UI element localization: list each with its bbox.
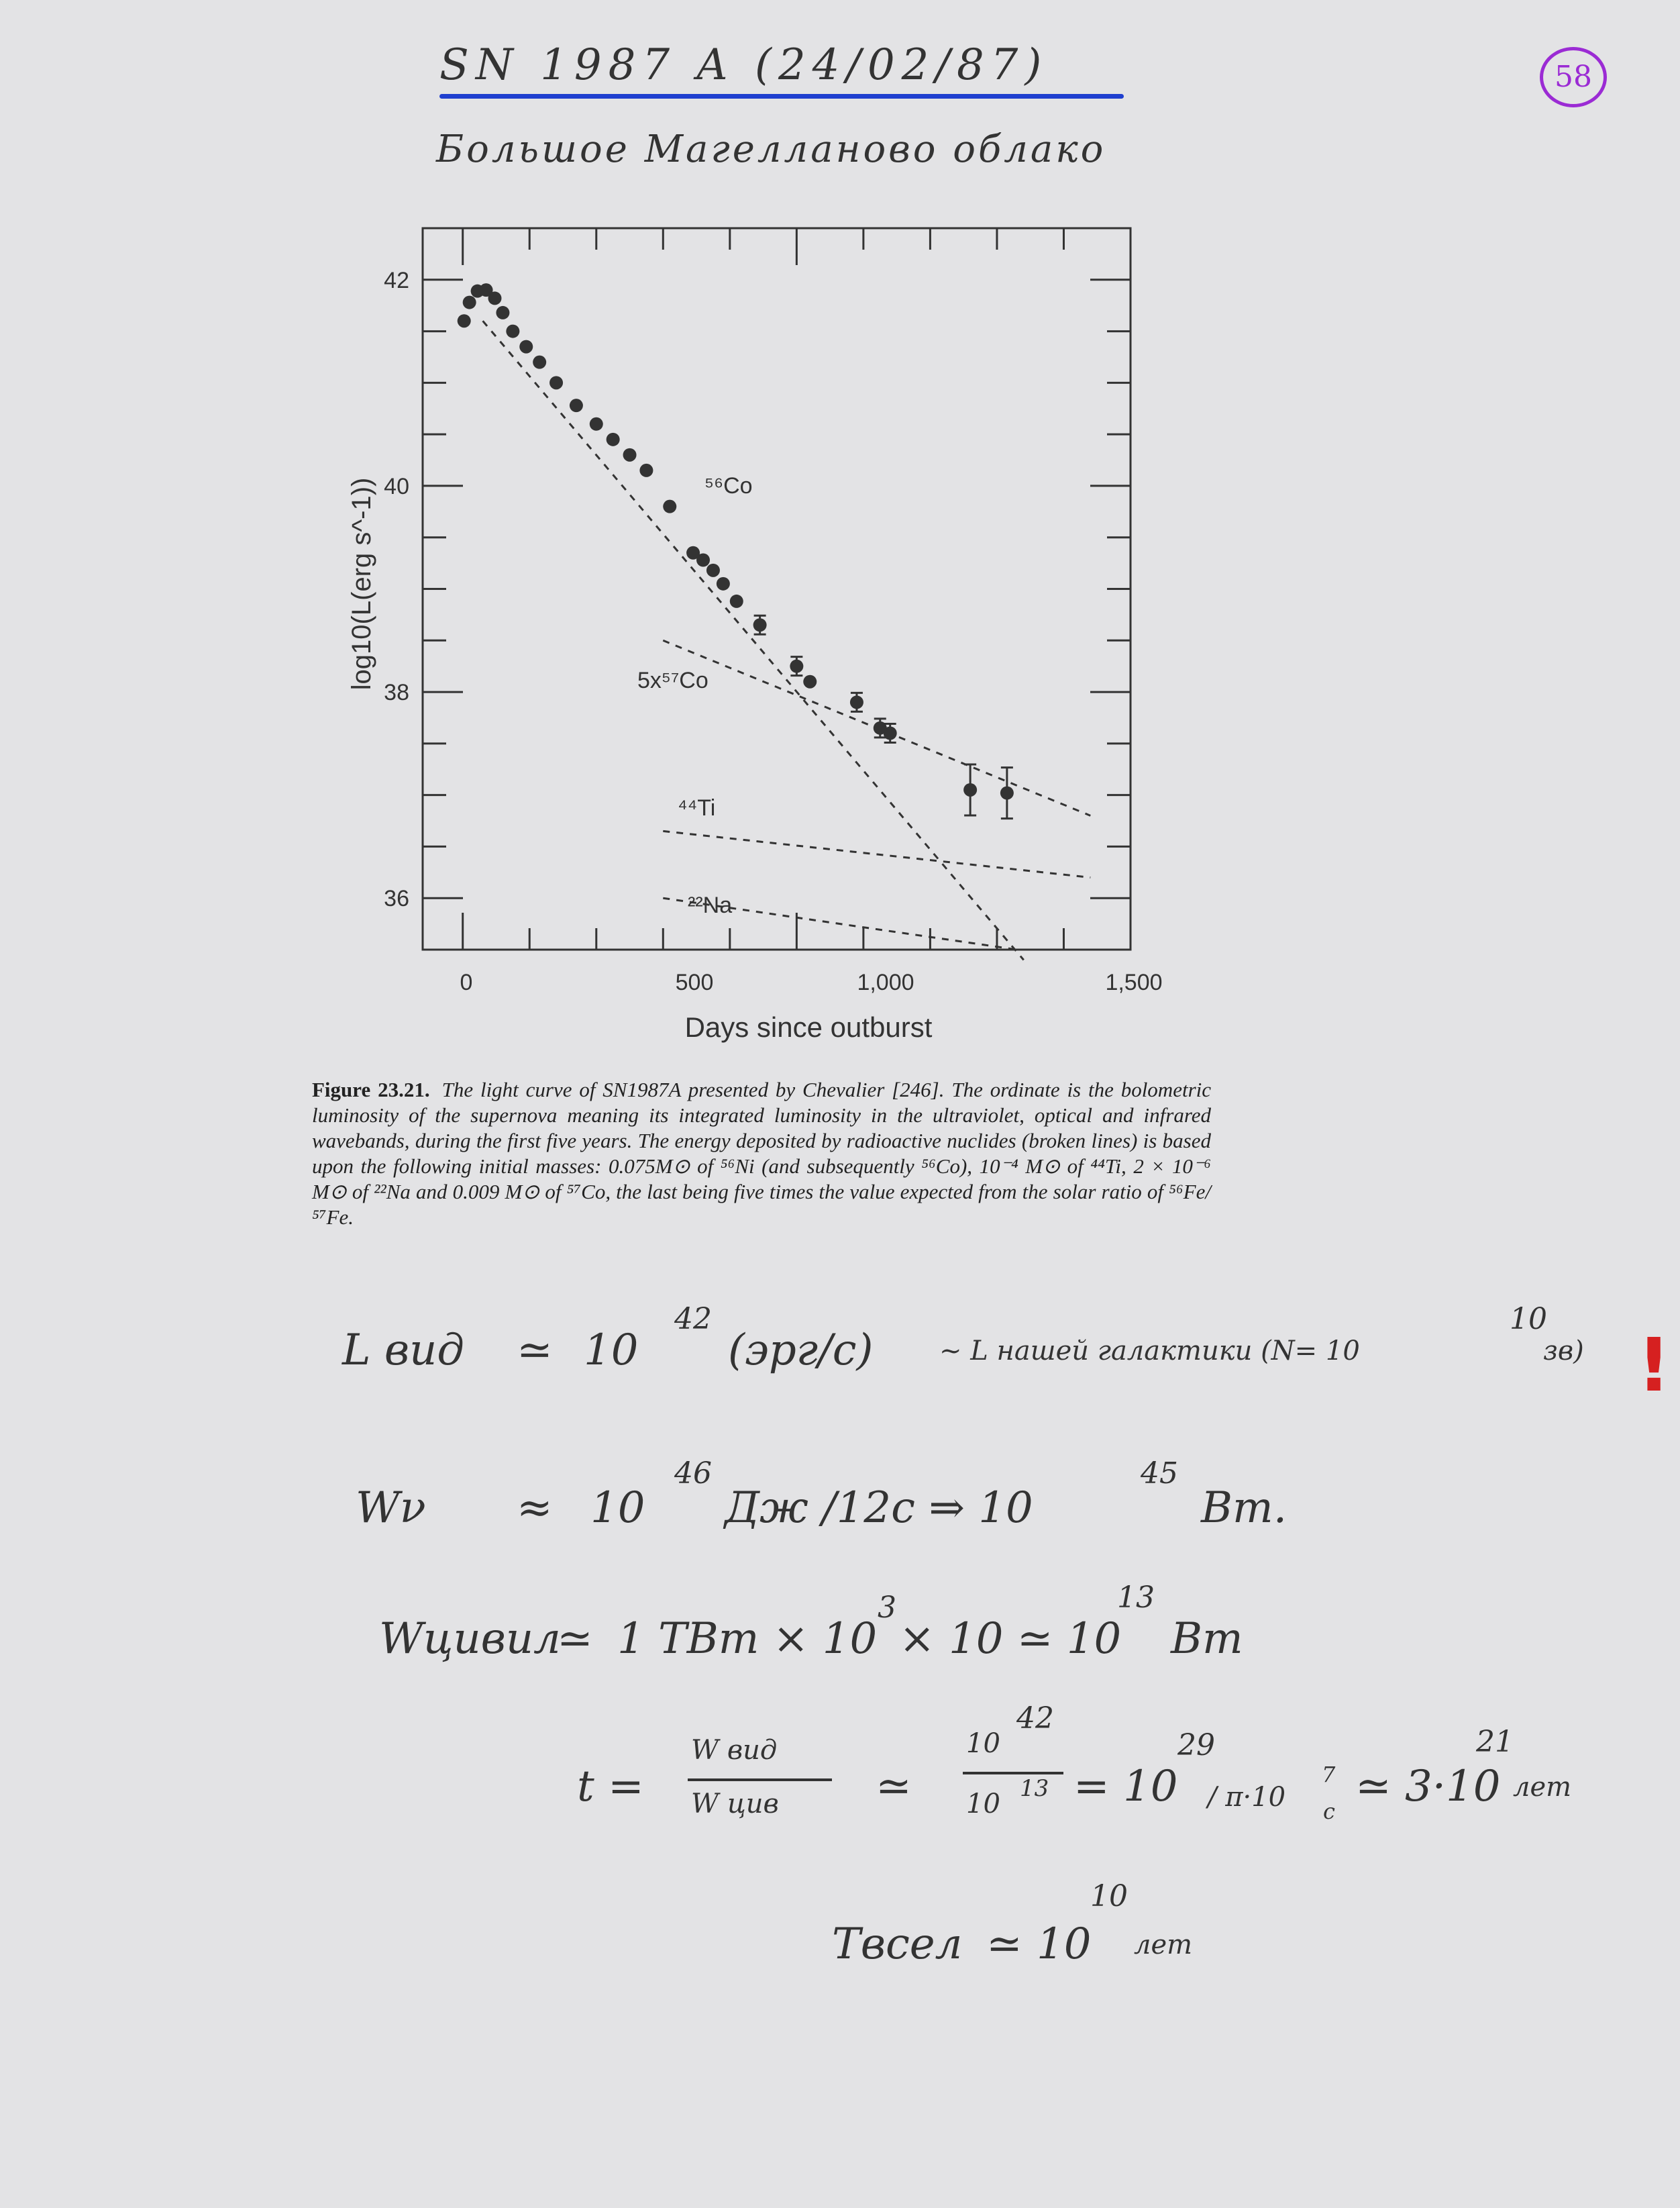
intermediate-result: = 10 bbox=[1073, 1762, 1178, 1811]
ratio-numerator: 10 bbox=[966, 1728, 1000, 1759]
w-nu-label: Wν bbox=[356, 1483, 426, 1533]
x-tick-label: 500 bbox=[675, 970, 714, 995]
approx-sign: ≃ bbox=[876, 1762, 912, 1811]
data-point bbox=[884, 727, 897, 740]
plot-frame bbox=[423, 228, 1131, 950]
y-tick-label: 36 bbox=[384, 886, 409, 912]
data-point bbox=[533, 356, 546, 369]
fraction-denominator: W цив bbox=[691, 1789, 779, 1819]
ratio-numerator-exp: 42 bbox=[1016, 1701, 1054, 1736]
power-exponent-2: 13 bbox=[1117, 1580, 1155, 1615]
power-base: 10 bbox=[584, 1325, 639, 1375]
data-point bbox=[570, 399, 583, 412]
y-axis-title: log10(L(erg s^-1)) bbox=[347, 477, 376, 691]
x-axis-title: Days since outburst bbox=[684, 1011, 933, 1043]
model-line-56Co bbox=[483, 321, 1024, 960]
power-exponent: 46 bbox=[674, 1456, 712, 1491]
data-point bbox=[623, 448, 637, 462]
result-value: ≃ 3·10 bbox=[1355, 1762, 1501, 1811]
approx-sign: ≈ bbox=[517, 1483, 553, 1533]
data-point bbox=[1000, 787, 1014, 800]
x-tick-label: 1,500 bbox=[1105, 970, 1163, 995]
page-number-badge: 58 bbox=[1540, 47, 1607, 107]
watt-unit: Вт. bbox=[1201, 1483, 1288, 1533]
figure-caption-text: The light curve of SN1987A presented by Chevalier [246]. The ordinate is the bolometric luminosity of the supernova meaning its integrated luminosity in the ultraviolet, optical and infrared wavebands, during the first five years. The energy deposited by radioactive nuclides (broken lines) is based upon the following initial masses: 0.075M⊙ of ⁵⁶Ni (and subsequently ⁵⁶Co), 10⁻⁴ M⊙ of ⁴⁴Ti, 2 × 10⁻⁶ M⊙ of ²²Na and 0.009 M⊙ of ⁵⁷Co, the last being five times the value expected from the solar ratio of ⁵⁶Fe/⁵⁷Fe. bbox=[312, 1078, 1212, 1229]
data-point bbox=[488, 291, 501, 305]
model-label-44Ti: ⁴⁴Ti bbox=[678, 795, 716, 821]
data-point bbox=[753, 618, 767, 632]
y-tick-label: 40 bbox=[384, 473, 409, 499]
seconds-unit: с bbox=[1323, 1799, 1335, 1824]
model-line-44Ti bbox=[663, 831, 1090, 877]
x-tick-label: 0 bbox=[460, 970, 473, 995]
y-tick-label: 38 bbox=[384, 680, 409, 706]
y-tick-label: 42 bbox=[384, 267, 409, 293]
data-point bbox=[549, 376, 563, 389]
power-exponent-2: 45 bbox=[1141, 1456, 1178, 1491]
power-exponent: 42 bbox=[674, 1302, 712, 1336]
figure-label: Figure 23.21. bbox=[312, 1078, 430, 1101]
data-point bbox=[803, 675, 817, 689]
data-point bbox=[706, 564, 720, 577]
approx-sign: ≃ bbox=[986, 1919, 1022, 1969]
data-point bbox=[730, 595, 743, 608]
data-point bbox=[639, 464, 653, 477]
star-count-exponent: 10 bbox=[1510, 1302, 1547, 1336]
data-point bbox=[519, 340, 533, 354]
data-point bbox=[496, 306, 509, 319]
power-exponent: 3 bbox=[878, 1591, 896, 1625]
unit-erg-s: (эрг/с) bbox=[728, 1325, 874, 1375]
model-label-56Co: ⁵⁶Co bbox=[704, 473, 753, 499]
data-point bbox=[607, 433, 620, 446]
model-label-22Na: ²²Na bbox=[688, 893, 733, 918]
year-seconds-exp: 7 bbox=[1322, 1762, 1336, 1787]
years-unit: лет bbox=[1513, 1772, 1572, 1803]
galaxy-luminosity: ~ L нашей галактики (N= 10 bbox=[939, 1336, 1360, 1366]
t-universe-label: Tвсел bbox=[832, 1919, 963, 1969]
data-point bbox=[506, 325, 519, 338]
energy-per-time: Дж /12с ⇒ 10 bbox=[725, 1483, 1033, 1533]
data-point bbox=[590, 417, 603, 431]
model-label-5x57Co: 5x⁵⁷Co bbox=[637, 668, 708, 693]
data-point bbox=[850, 695, 863, 709]
ratio-denominator: 10 bbox=[966, 1789, 1000, 1819]
power-base: 10 bbox=[590, 1483, 645, 1533]
data-point bbox=[663, 500, 676, 513]
result-exp: 21 bbox=[1476, 1725, 1514, 1759]
civil-power: 1 ТВт × 10 bbox=[617, 1614, 878, 1664]
l-vis-label: L вид bbox=[342, 1325, 464, 1375]
years-unit: лет bbox=[1134, 1929, 1193, 1960]
year-seconds: / π·10 bbox=[1208, 1782, 1286, 1813]
figure-caption bbox=[312, 1077, 1211, 1230]
w-civil-label: Wцивил bbox=[379, 1614, 561, 1664]
intermediate-exp: 29 bbox=[1177, 1728, 1215, 1762]
x-tick-label: 1,000 bbox=[857, 970, 914, 995]
page-title: SN 1987 A (24/02/87) bbox=[439, 40, 1049, 90]
power-base: 10 bbox=[1037, 1919, 1092, 1969]
page-subtitle: Большое Магелланово облако bbox=[436, 128, 1106, 171]
data-point bbox=[717, 577, 730, 591]
watt-unit: Вт bbox=[1171, 1614, 1243, 1664]
approx-sign: ≃ bbox=[517, 1325, 553, 1375]
ratio-bar bbox=[963, 1772, 1063, 1774]
power-exponent: 10 bbox=[1090, 1879, 1128, 1913]
data-point bbox=[463, 296, 476, 309]
data-point bbox=[458, 314, 471, 328]
data-point bbox=[790, 660, 803, 673]
exclamation-mark: ! bbox=[1637, 1322, 1671, 1408]
ratio-denominator-exp: 13 bbox=[1020, 1775, 1049, 1802]
approx-sign: ≃ bbox=[557, 1614, 593, 1664]
fraction-bar bbox=[688, 1778, 832, 1781]
data-point bbox=[696, 554, 710, 567]
civil-power-result: × 10 ≃ 10 bbox=[899, 1614, 1122, 1664]
fraction-numerator: W вид bbox=[691, 1735, 778, 1766]
star-unit: зв) bbox=[1543, 1336, 1584, 1366]
data-point bbox=[963, 783, 977, 797]
time-label: t = bbox=[577, 1762, 644, 1811]
